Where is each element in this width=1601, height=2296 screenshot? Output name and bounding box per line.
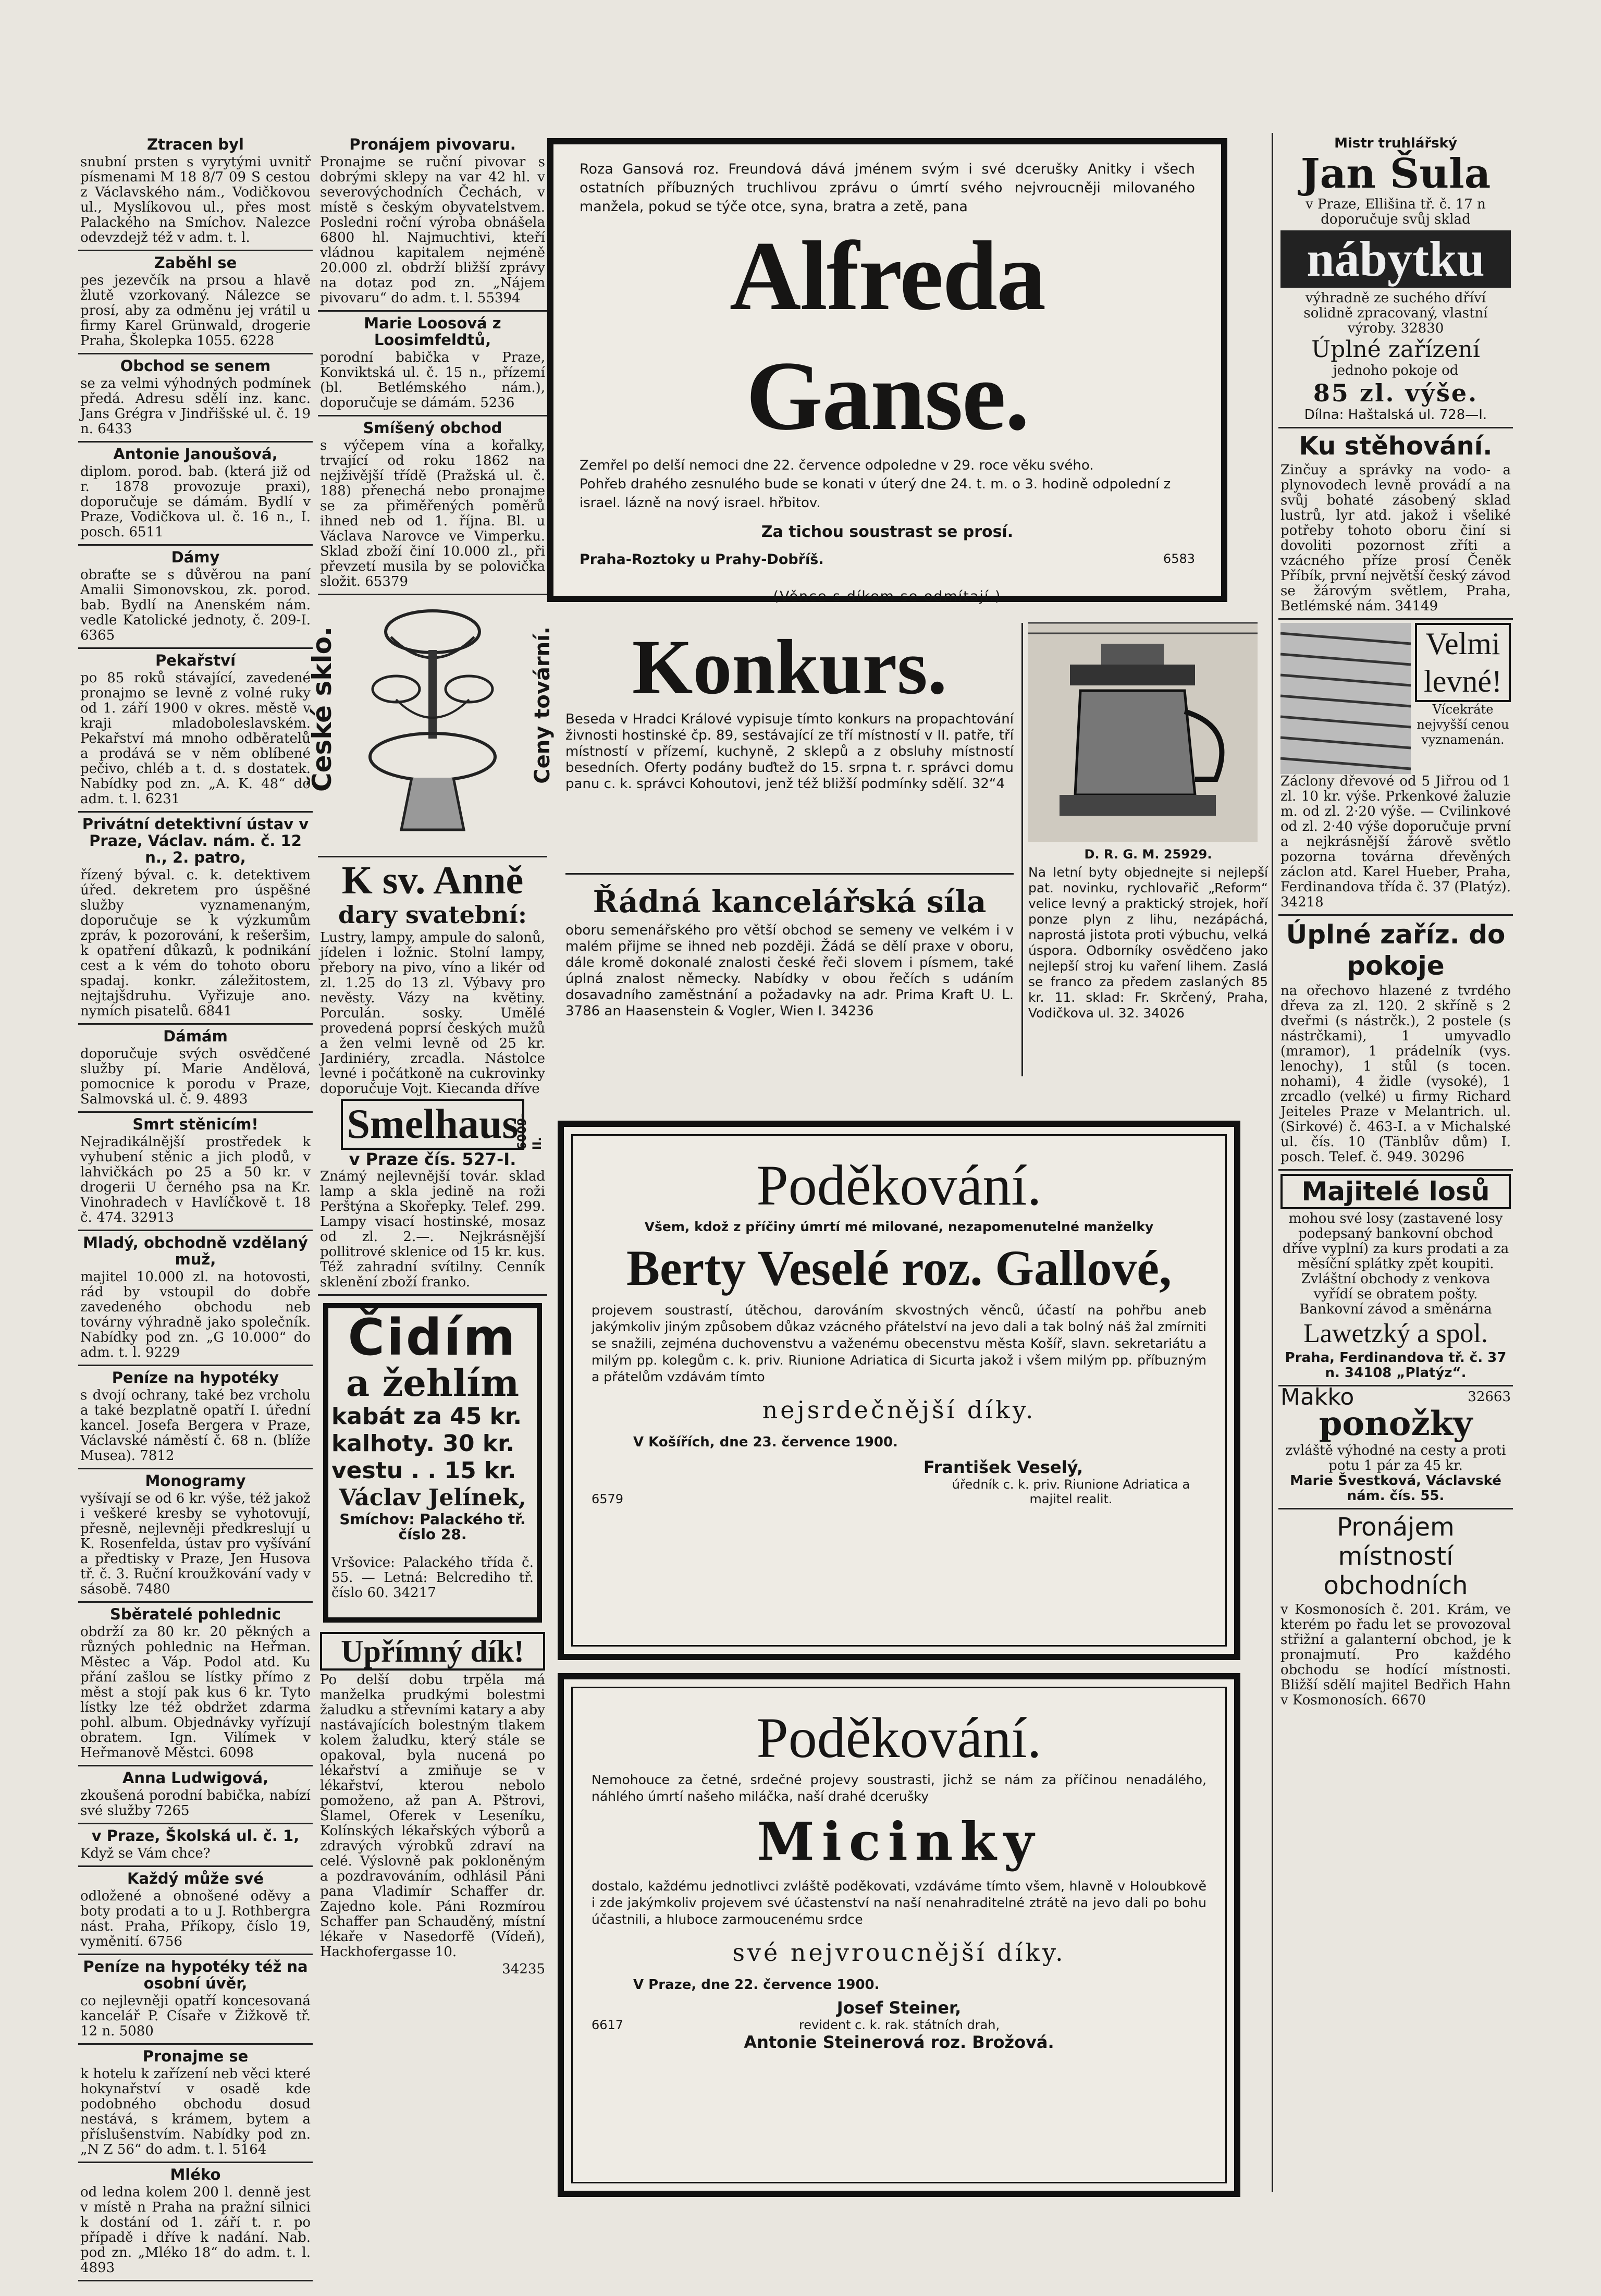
thanks-vesely-code: 6579 bbox=[592, 1492, 624, 1506]
sula-master: Mistr truhlářský bbox=[1334, 136, 1457, 151]
classified-ad-text: snubní prsten s vyrytými uvnitř písmenami M 18 8/7 09 S cestou z Václavského nám., Vodičkovou ul., Myslíkovou ul., přes most Palackého na Smíchov. Nalezce odevzdejž též v adm. t. l. bbox=[80, 154, 311, 245]
konkurs-ad bbox=[565, 623, 1014, 875]
thanks-steiner-role: revident c. k. rak. státních drah, bbox=[798, 2018, 1000, 2032]
blinds-illustration bbox=[1280, 623, 1411, 774]
pronajem-ad bbox=[1278, 1509, 1513, 1712]
lose-ad bbox=[1278, 1171, 1513, 1386]
kettle-illustration bbox=[1028, 623, 1258, 842]
classified-ad bbox=[78, 813, 313, 1025]
classified-ad-heading: Antonie Janoušová, bbox=[113, 445, 278, 463]
classified-ad-heading: Mladý, obchodně vzdělaný muž, bbox=[83, 1234, 308, 1268]
classified-ad bbox=[318, 312, 547, 416]
stehovani-text: Zinčuy a správky na vodo- a plynovodech levně provádí a na svůj bohaté zásobený sklad lustrů, lyr atd. jakož i všeliké potřeby tohoto oboru činí si dovoliti pozornost zříti a vzácného příze prosí Čeněk Příbík, první největší český závod se žárovým světlem, Praha, Betlémské nám. 34149 bbox=[1280, 462, 1511, 614]
classified-ad bbox=[78, 1025, 313, 1113]
anne-shop-name: Smelhaus bbox=[341, 1099, 524, 1150]
classified-ad bbox=[78, 1113, 313, 1231]
cidim-line: kalhoty. 30 kr. bbox=[331, 1430, 515, 1457]
uprimny-title: Upřímný dík! bbox=[320, 1632, 545, 1671]
cidim-ad bbox=[323, 1303, 542, 1623]
classified-ad-text: majitel 10.000 zl. na hotovosti, rád by vstoupil do dobře zavedeného obchodu neb továrny výhradně jako společník. Nabídky pod zn. „G 10.000“ do adm. t. l. 9229 bbox=[80, 1269, 311, 1360]
makko-code: 32663 bbox=[1468, 1389, 1511, 1405]
column-right-classifieds bbox=[1272, 133, 1513, 2192]
lawetzky-address: Praha, Ferdinandova tř. č. 37 n. 34108 „Platýz“. bbox=[1285, 1350, 1507, 1381]
ganse-intro: Roza Gansová roz. Freundová dává jménem svým i své dcerušky Anitky i všech ostatních příbuzných truchlivou zprávu o úmrtí svého nejvroucněji milovaného manžela, pokud se týče otce, syna, bratra a zetě, pana bbox=[580, 161, 1195, 215]
vase-illustration bbox=[354, 600, 511, 845]
cidim-address: Smíchov: Palackého tř. číslo 28. bbox=[339, 1511, 526, 1543]
stehovani-title: Ku stěhování. bbox=[1299, 432, 1493, 461]
ganse-death: Zemřel po delší nemoci dne 22. července odpoledne v 29. roce věku svého. bbox=[580, 458, 1094, 473]
sula-text: výhradně ze suchého dříví solidně zpracovaný, vlastní výroby. 32830 bbox=[1303, 290, 1488, 336]
pronajem-title: Pronájem místností obchodních bbox=[1323, 1513, 1468, 1600]
vicekrat: Vícekráte nejvyšší cenou vyznamenán. bbox=[1417, 702, 1509, 747]
thanks-steiner-text: dostalo, každému jednotlivci zvláště poděkovati, vzdáváme tímto všem, hlavně v Holoubkově i zde jakýmkoliv projevem své účastenství na naší nenahraditelné ztrátě na jevo dali po bohu účastnili, a hluboce zarmoucenému srdce bbox=[592, 1878, 1206, 1927]
classified-ad-heading: Obchod se senem bbox=[120, 357, 271, 375]
sula-price: 85 zl. výše. bbox=[1313, 379, 1479, 407]
classified-ad bbox=[318, 416, 547, 595]
thanks-steiner-date: V Praze, dne 22. července 1900. bbox=[633, 1977, 880, 1993]
classified-ad bbox=[78, 2045, 313, 2163]
classified-ad-heading: Peníze na hypotéky též na osobní úvěr, bbox=[83, 1958, 308, 1992]
thanks-vesely-name: Berty Veselé roz. Gallové, bbox=[626, 1240, 1172, 1296]
classified-ad-heading: v Praze, Školská ul. č. 1, bbox=[91, 1827, 300, 1845]
classified-ad-heading: Každý může své bbox=[127, 1870, 264, 1887]
classified-ad-text: od ledna kolem 200 l. denně jest v místě n Praha na pražní silnici k dostání od 1. září t. r. po případě i dříve k nadání. Nab. pod zn. „Mléko 18“ do adm. t. l. 4893 bbox=[80, 2184, 311, 2276]
ponozky-title: ponožky bbox=[1319, 1404, 1473, 1443]
classified-ad-heading: Anna Ludwigová, bbox=[122, 1769, 269, 1787]
classified-ad bbox=[78, 443, 313, 546]
classified-ad-text: porodní babička v Praze, Konviktská ul. č. 15 n., přízemí (bl. Betlémského nám.), doporučuje se dámám. 5236 bbox=[320, 350, 545, 411]
anne-shop-side: 6009-II. bbox=[516, 1113, 544, 1150]
thanks-steiner-title: Poděkování. bbox=[756, 1706, 1042, 1770]
classified-ad-heading: Smíšený obchod bbox=[363, 419, 502, 437]
classified-ad-text: s dvojí ochrany, také bez vrcholu a také bezplatně opatří I. úřední kancel. Josefa Bergera v Praze, Václavské náměstí č. 68 n. (blíže Musea). 7812 bbox=[80, 1388, 311, 1464]
classified-ad-text: zkoušená porodní babička, nabízí své služby 7265 bbox=[80, 1788, 311, 1819]
sula-ad bbox=[1278, 133, 1513, 428]
cidim-sub: a žehlím bbox=[346, 1361, 520, 1405]
classified-ad-text: s výčepem vína a kořalky, trvající od roku 1862 na nejživější třídě (Pražská ul. č. 188) přenechá nebo pronajme se za přiměřených poměrů ihned neb od 1. října. Bl. u Václava Narovce ve Vimperku. Sklad zboží činí 10.000 zl., při převzetí musila by se polovička složit. 65379 bbox=[320, 438, 545, 590]
thanks-steiner-name: Micinky bbox=[757, 1811, 1041, 1872]
sula-address: v Praze, Ellišina tř. č. 17 n doporučuje svůj sklad bbox=[1306, 197, 1486, 227]
pronajem-text: v Kosmonosích č. 201. Krám, ve kterém po řadu let se provozoval střižní a galanterní obchod, je k pronajmutí. Pro každého obchodu se hodící místnosti. Bližší sdělí majitel Bedřich Hahn v Kosmonosích. 6670 bbox=[1280, 1602, 1511, 1708]
sula-name: Jan Šula bbox=[1300, 150, 1491, 198]
makko-label: Makko bbox=[1280, 1384, 1354, 1410]
thanks-vesely-title: Poděkování. bbox=[756, 1153, 1042, 1217]
zarizeni-ad bbox=[1278, 916, 1513, 1171]
classified-ad-text: se za velmi výhodných podmínek předá. Adresu sdělí inz. kanc. Jans Grégra v Jindřišské ul. č. 19 n. 6433 bbox=[80, 376, 311, 437]
classified-ad bbox=[78, 1603, 313, 1766]
thanks-steiner-intro: Nemohouce za četné, srdečné projevy soustrasti, jichž se nám za příčinou nenadálého, náhlého úmrtí našeho miláčka, naší drahé dcerušky bbox=[592, 1772, 1206, 1804]
classified-ad-text: diplom. porod. bab. (která již od r. 1878 provozuje praxi), doporučuje se dámám. Bydlí v Praze, Vodičkova ul. č. 16 n., I. posch. 6511 bbox=[80, 464, 311, 540]
thanks-vesely-intro: Všem, kdož z příčiny úmrtí mé milované, nezapomenutelné manželky bbox=[644, 1219, 1154, 1234]
cidim-line: kabát za 45 kr. bbox=[331, 1403, 522, 1430]
velmi-levne: Velmi levné! bbox=[1415, 623, 1511, 702]
classified-ad-text: Pronajme se ruční pivovar s dobrými sklepy na var 42 hl. v severovýchodních Čechách, v místě s českým obyvatelstvem. Posledni roční výroba obnášela 6800 hl. Najmuchtivi, kteří vládnou kapitalem nejméně 20.000 zl. obdrží bližší zprávy na dotaz pod zn. „Nájem pivovaru“ do adm. t. l. 55394 bbox=[320, 154, 545, 306]
ponozky-ad bbox=[1278, 1386, 1513, 1509]
ponozky-text: zvláště výhodné na cesty a proti potu 1 pár za 45 kr. bbox=[1285, 1443, 1506, 1474]
classified-ad bbox=[78, 1469, 313, 1603]
classified-ad bbox=[78, 2163, 313, 2281]
classified-ad-text: obdrží za 80 kr. 20 pěkných a různých pohlednic na Heřman. Městec a Váp. Podol atd. Ku přání zašlou se lístky přímo z měst a stojí pak kus 6 kr. Tyto lístky lze též obdržet zdarma pohl. album. Objednávky vyřízují obratem. Ign. Vilímek v Heřmanově Městci. 6098 bbox=[80, 1624, 311, 1761]
classified-ad-text: k hotelu k zařízení neb věci které hokynařství v osadě kde podobného obchodu dosud nestává, s krámem, bytem a příslušenstvím. Nabídky pod zn. „N Z 56“ do adm. t. l. 5164 bbox=[80, 2066, 311, 2157]
classified-ad bbox=[78, 1766, 313, 1824]
uprimny-text: Po delší dobu trpěla má manželka prudkými bolestmi žaludku a střevními katary a aby nastávajících bolestným tlakem kolem žaludku, který stále se opakoval, byla nucená po lékařství a zmiňuje se v lékařství, kterou nebolo pomoženo, až pan A. Pštrovi, Šlamel, Oferek v Leseníku, Kolínských lékařských výborů a zdravých výrobků zdraví na celé. Výslovně pak pokloněným a pozdravováním, odhlásil Páni pana Vladimír Schaffer dr. Zajedno kole. Páni Rozmírou Schaffer pan Schauděný, místní lékaře v Nasedorfě (Vídeň), Hackhofergasse 10. bbox=[320, 1672, 545, 1960]
thanks-vesely-role: úředník c. k. priv. Riunione Adriatica a majitel realit. bbox=[952, 1477, 1190, 1506]
classified-ad-text: odložené a obnošené oděvy a boty prodati a to u J. Rothbergra nást. Praha, Příkopy, číslo 19, vyměnití. 6756 bbox=[80, 1888, 311, 1949]
classified-ad bbox=[78, 251, 313, 354]
classified-ad-text: Nejradikálnější prostředek k vyhubení stěnic a jich plodů, v lahvičkách po 25 a 50 kr. v drogerii U černého psa na Kr. Vinohradech v Havlíčkově t. 18 č. 474. 32913 bbox=[80, 1134, 311, 1225]
konkurs-title: Konkurs. bbox=[632, 624, 947, 710]
classified-ad-heading: Dámy bbox=[171, 548, 220, 566]
svestkova: Marie Švestková, Václavské nám. čís. 55. bbox=[1290, 1473, 1501, 1504]
kettle-text: Na letní byty objednejte si nejlepší pat. novinku, rychlovařič „Reform“ velice levný a praktický strojek, hoří ponze plyn z lihu, nezápáchá, naprostá jistota proti výbuchu, velká úspora. Odborníky osvědčeno jako nejlepší stroj ku vaření lihem. Zaslá se franco za předem zaslaných 85 kr. 11. sklad: Fr. Skrčený, Praha, Vodičkova ul. 32. 34026 bbox=[1028, 865, 1268, 1021]
anne-title: K sv. Anně bbox=[341, 858, 524, 902]
classified-ad-text: pes jezevčík na prsou a hlavě žlutě vzorkovaný. Nálezce se prosí, aby za odměnu jej vrátil u firmy Karel Grünwald, drogerie Praha, Školepka 1055. 6228 bbox=[80, 273, 311, 349]
thanks-steiner-thanks: své nejvroucnější díky. bbox=[732, 1938, 1066, 1967]
classified-ad-text: Když se Vám chce? bbox=[80, 1846, 211, 1861]
classified-ad-heading: Dámám bbox=[163, 1027, 228, 1045]
thanks-vesely-text: projevem soustrastí, útěchou, darováním skvostných věnců, účastí na pohřbu aneb jakýmkoliv jiným způsobem důkaz vzácného přátelství na jevo dali a tak bolný náš žal zmírniti se snažili, zejména duchovenstvu a važenému obecenstvu města Košíř, slavn. sekretariátu a milým pp. kolegům c. k. priv. Riunione Adriatica di Sicurta jakož i všem milým pp. příbuzným a přátelům vzdávám tímto bbox=[592, 1303, 1206, 1384]
classified-ad-heading: Ztracen byl bbox=[147, 136, 244, 153]
uprimny-ad bbox=[318, 1630, 547, 1979]
kettle-label: D. R. G. M. 25929. bbox=[1084, 847, 1212, 862]
lawetzky-name: Lawetzký a spol. bbox=[1303, 1319, 1488, 1348]
anne-text-2: Známý nejlevnější továr. sklad lamp a skla jedině na roži Perštýna a Skořepky. Telef. 299. Lampy visací hostinské, mosaz od zl. 2.—. Nejkrásnější pollitrové sklenice od 15 kr. kus. Též zahradní svítilny. Cenník sklenění zboží franko. bbox=[320, 1169, 545, 1290]
classified-ad-text: po 85 roků stávající, zavedené pronajmo se levně z volné ruky od 1. září 1900 v okres. městě v kraji mladoboleslavském. Pekařství má mnoho odběratelů a prodává se v něm oblíbené pečivo, chléb a t. d. s dostatek. Nabídky pod zn. „A. K. 48“ do adm. t. l. 6231 bbox=[80, 670, 311, 807]
classified-ad-text: řízený býval. c. k. detektivem úřed. dekretem pro úspěšné služby vyznamenaným, doporučuje se k výzkumům zpráv, k pozorování, k rešeršim, k opatření důkazů, k podnikání cest a k vém do tohoto oboru spadaj. konkr. záležitostem, nejtajšdruhu. Vyřizuje ano. nymích pisatelů. 6841 bbox=[80, 867, 311, 1019]
ganse-place: Praha-Roztoky u Prahy-Dobříš. bbox=[580, 551, 824, 568]
ganse-note: (Věnce s díkem se odmítají.) bbox=[773, 588, 1002, 605]
classified-ad-heading: Privátní detektivní ústav v Praze, Václav. nám. č. 12 n., 2. patro, bbox=[82, 815, 309, 866]
classified-ad bbox=[78, 1955, 313, 2045]
zarizeni-text: na ořechovo hlazené z tvrdého dřeva za zl. 120. 2 skříně s 2 dveřmi (s nástrčk.), 2 postele (s nástrčkami), 1 umyvadlo (mramor), 1 prádelník (vys. lenochy), 1 stůl (s tocen. nohami), 4 židle (vysoké), 1 zrcadlo (velké) u firmy Richard Jeiteles Praze v Melantrich. ul. (Sirkové) č. 463-I. a v Michalské ul. čís. 10 (Tänblův dům) I. posch. Telef. č. 949. 30296 bbox=[1280, 983, 1511, 1165]
reform-ad bbox=[1021, 623, 1268, 1076]
vase-ad-right-text: Ceny tovární. bbox=[531, 627, 555, 784]
sula-room: jednoho pokoje od bbox=[1333, 363, 1459, 378]
lose-text: mohou své losy (zastavené losy podepsaný bankovní obchod dříve vyplní) za kurs prodati a za měsíční splátky zpět koupiti. Zvláštní obchody z venkova vyřídí se obratem pošty. Bankovní závod a směnárna bbox=[1282, 1211, 1509, 1317]
thanks-steiner-code: 6617 bbox=[592, 2018, 624, 2032]
cidim-text: Vršovice: Palackého třída č. 55. — Letná: Belcrediho tř. číslo 60. 34217 bbox=[331, 1555, 534, 1601]
classified-ad-heading: Sběratelé pohlednic bbox=[110, 1605, 281, 1623]
classified-ad-heading: Mléko bbox=[170, 2166, 221, 2183]
anne-ad bbox=[318, 857, 547, 1296]
classified-ad-text: co nejlevněji opatří koncesovaná kancelář P. Císaře v Žižkově tř. 12 n. 5080 bbox=[80, 1993, 311, 2039]
konkurs-text: Beseda v Hradci Králové vypisuje tímto konkurs na propachtování živnosti hostinské čp. 89, sestávající ze tří místností v II. patře, tří místností v přízemí, kuchyně, 2 sklepů a z obsluhy místností besedních. Oferty podány buďtež do 15. srpna t. r. správci domu panu c. k. správci Kohoutovi, jenž též bližší podmínky sdělí. 32“4 bbox=[565, 711, 1014, 792]
classified-ad bbox=[78, 1366, 313, 1469]
thanks-vesely-date: V Košířích, dne 23. července 1900. bbox=[633, 1434, 898, 1450]
ganse-obituary bbox=[547, 138, 1227, 605]
classified-ad-text: doporučuje svých osvědčené služby pí. Marie Andělová, pomocnice k porodu v Praze, Salmovská ul. č. 9. 4893 bbox=[80, 1046, 311, 1107]
sula-full: Úplné zařízení bbox=[1311, 336, 1480, 363]
sula-foot: Dílna: Haštalská ul. 728—I. bbox=[1304, 407, 1487, 423]
vase-ad-left-text: České sklo. bbox=[307, 627, 337, 792]
classified-ad bbox=[78, 1231, 313, 1366]
classified-ad bbox=[78, 546, 313, 649]
thanks-steiner-signer: Josef Steiner, bbox=[836, 1998, 962, 2018]
classified-ad bbox=[78, 1824, 313, 1867]
anne-address: v Praze čís. 527-I. bbox=[349, 1149, 516, 1169]
sula-big: nábytku bbox=[1280, 230, 1511, 288]
classified-ad-heading: Pekařství bbox=[155, 652, 236, 669]
lose-title: Majitelé losů bbox=[1280, 1174, 1511, 1209]
thanks-vesely-signer: František Veselý, bbox=[923, 1457, 1083, 1477]
classified-ad bbox=[318, 133, 547, 312]
classified-ad-heading: Peníze na hypotéky bbox=[112, 1369, 279, 1386]
classified-ad bbox=[78, 133, 313, 251]
thanks-steiner-signer-2: Antonie Steinerová roz. Brožová. bbox=[744, 2032, 1054, 2052]
zarizeni-title: Úplné zaříz. do pokoje bbox=[1286, 919, 1506, 981]
thanks-vesely-thanks: nejsrdečnější díky. bbox=[762, 1396, 1036, 1424]
thanks-vesely bbox=[558, 1121, 1240, 1660]
zaclony-ad bbox=[1278, 620, 1513, 916]
zaclony-text: Záclony dřevové od 5 Jiřrou od 1 zl. 10 kr. výše. Prkenkové žaluzie m. od zl. 2·20 výše. — Cvilinkové od zl. 2·40 výše doporučuje první a nejkrásnější žárově světlo pozorna továrna dřevěných záclon atd. Karel Hueber, Praha, Ferdinandova třída č. 37 (Platýz). 34218 bbox=[1280, 773, 1511, 910]
thanks-steiner bbox=[558, 1673, 1240, 2197]
classified-ad bbox=[78, 1867, 313, 1955]
ganse-quiet: Za tichou soustrast se prosí. bbox=[761, 523, 1014, 541]
uprimny-code: 34235 bbox=[502, 1961, 545, 1977]
classified-ad-text: obraťte se s důvěrou na paní Amalii Simonovskou, zk. porod. bab. Bydlí na Anenském nám. vedle Katolické jednoty, č. 209-I. 6365 bbox=[80, 567, 311, 643]
cidim-title: Čidím bbox=[348, 1308, 518, 1367]
classified-ad-heading: Zaběhl se bbox=[154, 254, 237, 272]
radna-ad bbox=[565, 881, 1014, 1079]
cidim-line: vestu . . 15 kr. bbox=[331, 1457, 516, 1484]
ganse-name: Alfreda Ganse. bbox=[729, 222, 1045, 451]
classified-ad-heading: Marie Loosová z Loosimfeldtů, bbox=[364, 314, 501, 349]
classified-ad-heading: Pronájem pivovaru. bbox=[349, 136, 516, 153]
anne-text: Lustry, lampy, ampule do salonů, jídelen i ložnic. Stolní lampy, přebory na pivo, víno a likér od zl. 1.25 do 13 zl. Výbavy pro nevěsty. Vázy na květiny. Porculán. sosky. Umělé provedená poprsí českých mužů a žen velmi levně od 25 kr. Jardiniéry, zrcadla. Nástolce levné i počátkoně na cukrovinky doporučuje Vojt. Kiecanda dříve bbox=[320, 930, 545, 1097]
classified-ad-heading: Smrt stěnicím! bbox=[132, 1115, 258, 1133]
column-left-classifieds bbox=[78, 133, 313, 2276]
anne-subtitle: dary svatební: bbox=[338, 901, 527, 929]
classified-ad-heading: Pronajme se bbox=[142, 2047, 249, 2065]
radna-text: oboru semenářského pro větší obchod se semeny ve velkém i v malém přijme se ihned neb později. Žádá se dělí praxe v oboru, dále kromě dokonalé znalosti české řeči slovem i písmem, také úplná znalost německy. Nabídky v obou řečích s udáním dosavadního zaměstnání a požadavky na adr. Prima Kraft U. L. 3786 an Haasenstein & Vogler, Wien I. 34236 bbox=[565, 923, 1014, 1019]
ganse-code: 6583 bbox=[1163, 551, 1195, 566]
column-second-classifieds bbox=[307, 133, 555, 2192]
stehovani-ad bbox=[1278, 428, 1513, 620]
classified-ad bbox=[78, 354, 313, 443]
radna-title: Řádná kancelářská síla bbox=[593, 884, 987, 919]
classified-ad-text: vyšívají se od 6 kr. výše, též jakož i veškeré kresby se vyhotovují, přesně, nejlevněji předkreslují u K. Rosenfelda, ústav pro vyšívání a předtisky v Praze, Jen Husova tř. č. 3. Ruční kroužkování vady v sásobě. 7480 bbox=[80, 1491, 311, 1597]
ganse-funeral: Pohřeb drahého zesnulého bude se konati v úterý dne 24. t. m. o 3. hodině odpolední z israel. lázně na nový israel. hřbitov. bbox=[580, 476, 1171, 511]
classified-ad bbox=[78, 649, 313, 813]
cidim-name: Václav Jelínek, bbox=[339, 1484, 526, 1511]
glass-vase-ad bbox=[307, 595, 555, 857]
classified-ad-heading: Monogramy bbox=[145, 1472, 246, 1490]
